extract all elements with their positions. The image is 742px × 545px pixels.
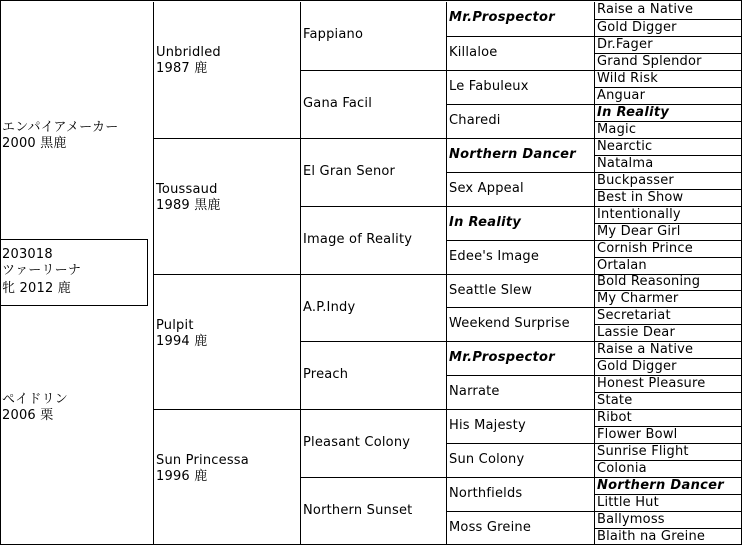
gen5-horse-name: Lassie Dear (597, 325, 676, 340)
gen4-horse-name: In Reality (449, 215, 522, 230)
gen5-horse-name: Natalma (597, 156, 654, 171)
gen4-horse-name: Killaloe (449, 45, 498, 60)
dam-info: 2006 栗 (2, 408, 54, 423)
gen5-cell (594, 443, 742, 460)
gen5-horse-name: Northern Dancer (597, 478, 724, 493)
gen5-horse-name: Bold Reasoning (597, 274, 701, 289)
gen5-horse-name: Secretariat (597, 308, 671, 323)
gen4-cell (446, 240, 594, 274)
gen5-cell (594, 511, 742, 528)
gen5-horse-name: My Charmer (597, 291, 679, 306)
gen4-cell (446, 307, 594, 341)
gen4-cell (446, 138, 594, 172)
gen4-horse-name: Sex Appeal (449, 181, 524, 196)
gen3-horse-name: A.P.Indy (303, 300, 356, 315)
gen3-cell (300, 138, 446, 206)
gen4-horse-name: Seattle Slew (449, 283, 533, 298)
gen5-horse-name: Little Hut (597, 495, 659, 510)
gen4-cell (446, 511, 594, 545)
gen5-horse-name: Ortalan (597, 258, 647, 273)
gen4-horse-name: Northfields (449, 486, 523, 501)
gen4-horse-name: Weekend Surprise (449, 316, 570, 331)
gen3-horse-name: Fappiano (303, 27, 364, 42)
gen4-horse-name: Northern Dancer (449, 147, 576, 162)
gen3-horse-name: Pleasant Colony (303, 435, 411, 450)
gen3-horse-name: Gana Facil (303, 96, 372, 111)
gen4-horse-name: Sun Colony (449, 452, 525, 467)
gen4-horse-name: His Majesty (449, 418, 526, 433)
gen2-cell (153, 409, 300, 545)
gen5-cell (594, 358, 742, 375)
gen5-cell (594, 257, 742, 274)
gen5-cell (594, 477, 742, 494)
gen4-cell (446, 443, 594, 477)
gen4-horse-name: Mr.Prospector (449, 10, 555, 25)
gen5-cell (594, 189, 742, 206)
subject-id: 203018 (2, 247, 53, 262)
gen5-horse-name: In Reality (597, 105, 670, 120)
sire-name: エンパイアメーカー (2, 120, 119, 135)
gen5-horse-name: Ribot (597, 410, 632, 425)
gen5-horse-name: Nearctic (597, 139, 653, 154)
gen3-horse-name: Northern Sunset (303, 503, 413, 518)
gen5-cell (594, 172, 742, 189)
gen3-cell (300, 409, 446, 477)
gen5-cell (594, 104, 742, 121)
gen4-horse-name: Le Fabuleux (449, 79, 529, 94)
gen5-horse-name: Magic (597, 122, 637, 137)
gen5-cell (594, 138, 742, 155)
gen2-horse-name: Unbridled (156, 45, 221, 60)
gen5-cell (594, 223, 742, 240)
gen5-horse-name: Sunrise Flight (597, 444, 689, 459)
gen5-cell (594, 494, 742, 511)
gen5-horse-name: Raise a Native (597, 2, 694, 17)
gen5-horse-name: Dr.Fager (597, 37, 653, 52)
gen3-cell (300, 70, 446, 138)
gen2-cell (153, 2, 300, 138)
gen5-cell (594, 2, 742, 19)
gen5-cell (594, 155, 742, 172)
gen5-cell (594, 460, 742, 477)
gen5-horse-name: Honest Pleasure (597, 376, 706, 391)
gen3-cell (300, 2, 446, 70)
gen3-cell (300, 477, 446, 545)
gen5-horse-name: Cornish Prince (597, 241, 693, 256)
gen2-horse-info: 1996 鹿 (156, 469, 208, 484)
gen5-horse-name: Best in Show (597, 190, 684, 205)
gen4-cell (446, 375, 594, 409)
gen5-cell (594, 87, 742, 104)
gen2-horse-name: Pulpit (156, 318, 194, 333)
gen5-cell (594, 274, 742, 290)
gen3-horse-name: El Gran Senor (303, 164, 396, 179)
gen2-horse-name: Sun Princessa (156, 453, 249, 468)
gen4-horse-name: Moss Greine (449, 520, 532, 535)
gen4-cell (446, 104, 594, 138)
gen4-cell (446, 274, 594, 307)
gen5-cell (594, 36, 742, 53)
gen5-horse-name: Grand Splendor (597, 54, 702, 69)
gen5-horse-name: Ballymoss (597, 512, 665, 527)
gen5-cell (594, 341, 742, 358)
gen5-cell (594, 409, 742, 426)
gen2-cell (153, 274, 300, 409)
gen5-cell (594, 375, 742, 392)
gen5-horse-name: State (597, 393, 633, 408)
gen5-cell (594, 121, 742, 138)
subject-name: ツァーリーナ (2, 263, 82, 278)
sire-info: 2000 黒鹿 (2, 136, 67, 151)
gen5-cell (594, 19, 742, 36)
gen5-horse-name: Flower Bowl (597, 427, 678, 442)
gen5-cell (594, 206, 742, 223)
gen2-horse-info: 1987 鹿 (156, 61, 208, 76)
gen5-cell (594, 528, 742, 545)
gen3-cell (300, 206, 446, 274)
gen5-cell (594, 392, 742, 409)
gen5-horse-name: Buckpasser (597, 173, 674, 188)
gen2-cell (153, 138, 300, 274)
gen2-horse-info: 1989 黒鹿 (156, 198, 221, 213)
gen5-horse-name: Gold Digger (597, 359, 677, 374)
gen3-cell (300, 341, 446, 409)
gen5-horse-name: Anguar (597, 88, 646, 103)
gen5-horse-name: Blaith na Greine (597, 529, 706, 544)
gen5-horse-name: My Dear Girl (597, 224, 681, 239)
gen4-cell (446, 70, 594, 104)
gen4-cell (446, 172, 594, 206)
gen4-cell (446, 206, 594, 240)
gen2-horse-info: 1994 鹿 (156, 334, 208, 349)
gen2-horse-name: Toussaud (156, 182, 218, 197)
gen4-horse-name: Edee's Image (449, 249, 540, 264)
gen5-horse-name: Colonia (597, 461, 647, 476)
gen5-cell (594, 240, 742, 257)
gen4-cell (446, 341, 594, 375)
gen3-cell (300, 274, 446, 341)
gen4-horse-name: Charedi (449, 113, 501, 128)
gen4-horse-name: Mr.Prospector (449, 350, 555, 365)
gen5-cell (594, 70, 742, 87)
gen3-horse-name: Image of Reality (303, 232, 413, 247)
gen5-horse-name: Intentionally (597, 207, 681, 222)
gen5-cell (594, 324, 742, 341)
gen5-horse-name: Gold Digger (597, 20, 677, 35)
gen4-horse-name: Narrate (449, 384, 500, 399)
gen5-cell (594, 53, 742, 70)
dam-name: ペイドリン (2, 392, 69, 407)
gen5-horse-name: Raise a Native (597, 342, 694, 357)
gen4-cell (446, 36, 594, 70)
gen4-cell (446, 409, 594, 443)
gen5-cell (594, 307, 742, 324)
gen5-cell (594, 290, 742, 307)
gen3-horse-name: Preach (303, 367, 349, 382)
gen5-cell (594, 426, 742, 443)
subject-sex-year-color: 牝 2012 鹿 (2, 281, 71, 296)
gen4-cell (446, 2, 594, 36)
gen5-horse-name: Wild Risk (597, 71, 658, 86)
gen4-cell (446, 477, 594, 511)
